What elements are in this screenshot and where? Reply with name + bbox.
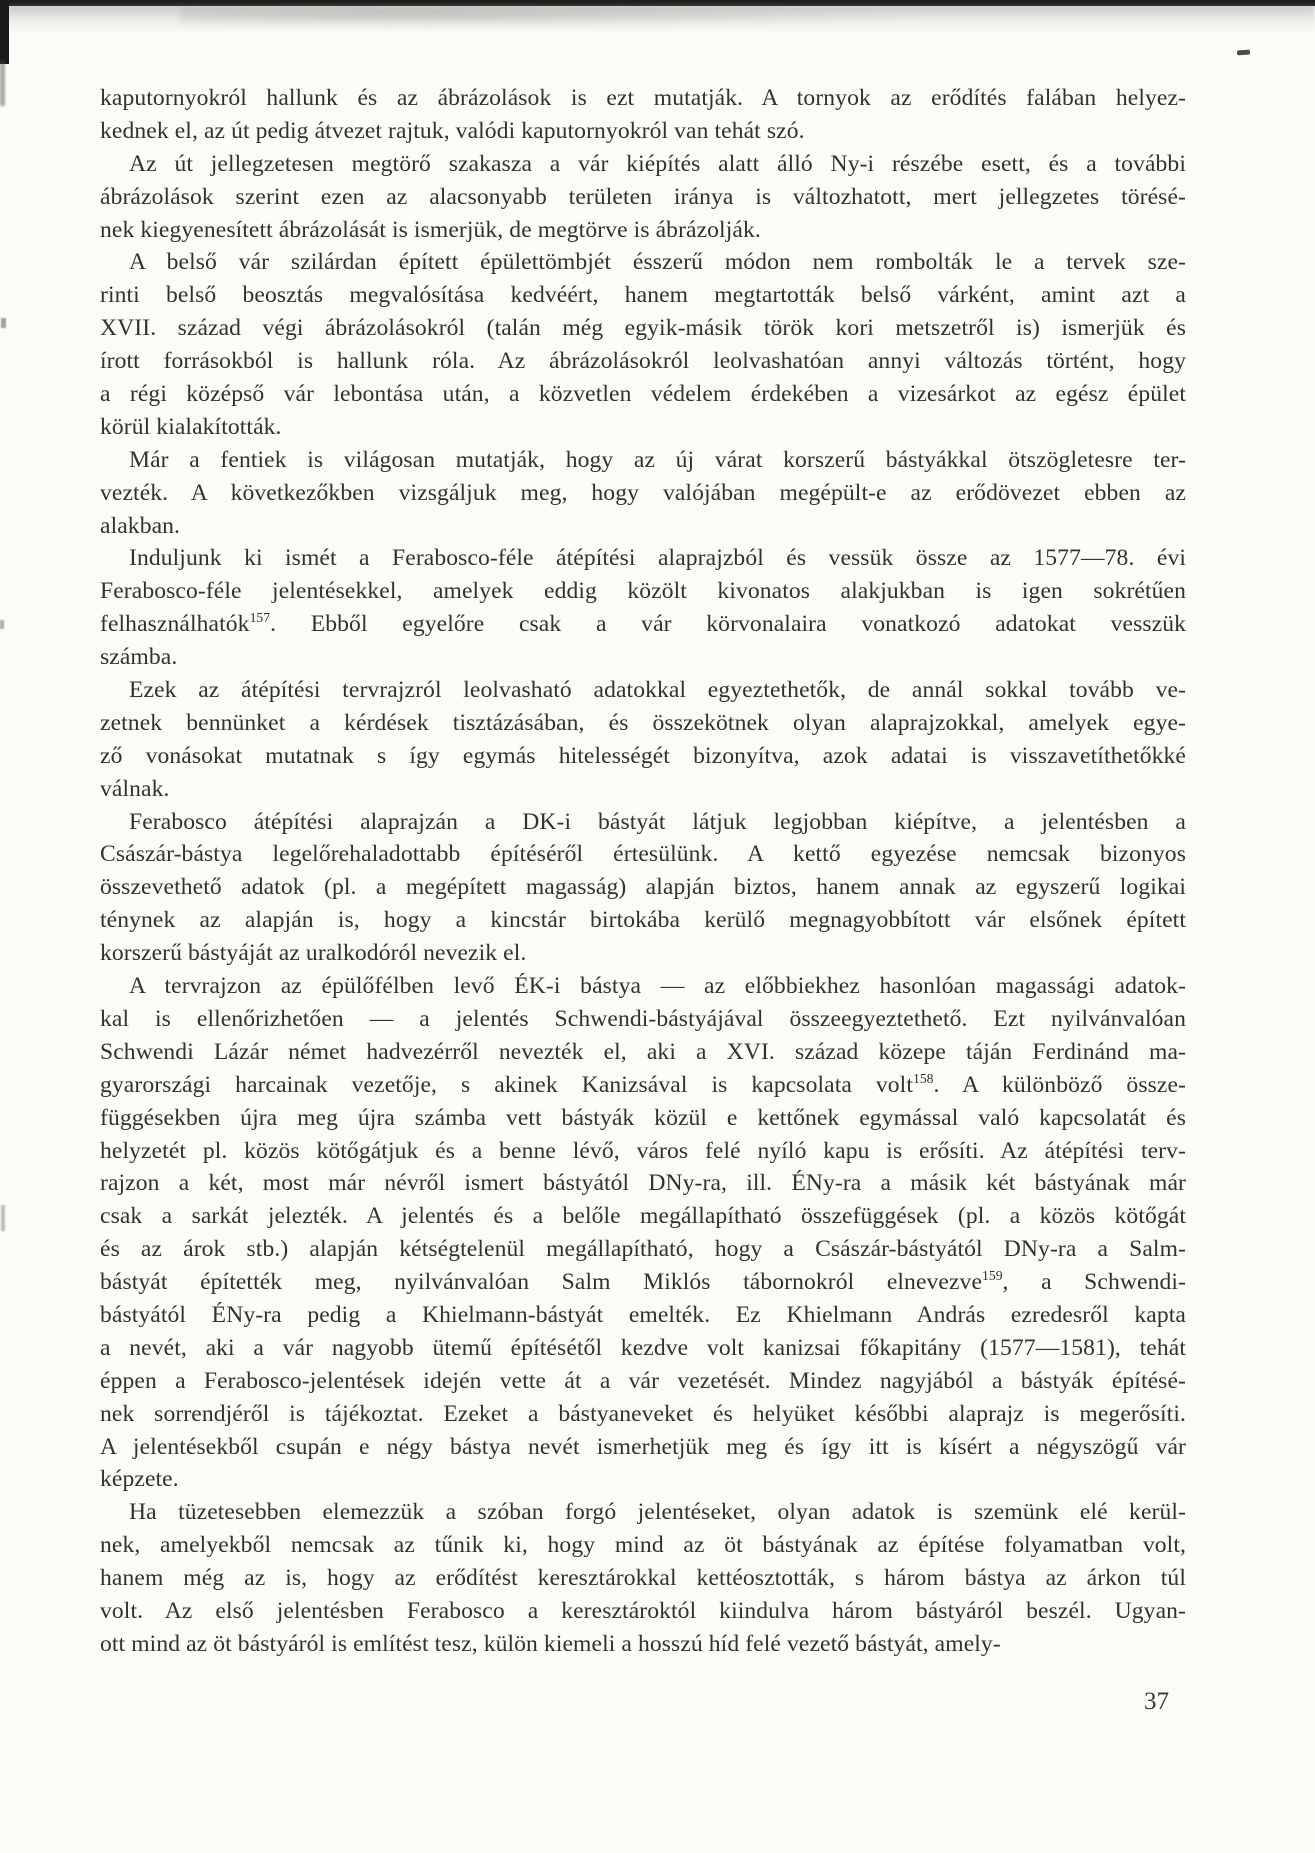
text-line: körül kialakították.	[100, 413, 282, 440]
text-line: függésekben újra meg újra számba vett bástyák közül e kettőnek egymással való kapcsolatát és	[100, 1104, 1186, 1131]
text-line: zetnek bennünket a kérdések tisztázásában, és összekötnek olyan alaprajzokkal, amelyek egye-	[100, 709, 1186, 736]
text-line: és az árok stb.) alapján kétségtelenül megállapítható, hogy a Császár-bástyától DNy-ra a Salm-	[100, 1236, 1186, 1263]
text-line: Ha tüzetesebben elemezzük a szóban forgó jelentéseket, olyan adatok is szemünk elé kerül-	[129, 1499, 1186, 1526]
text-line: válnak.	[100, 775, 170, 802]
text-line: Schwendi Lázár német hadvezérről nevezték el, aki a XVI. század közepe táján Ferdinánd ma-	[100, 1038, 1186, 1065]
text-line: ténynek az alapján is, hogy a kincstár birtokába kerülő megnagyobbított vár elsőnek épített	[100, 907, 1186, 934]
body-text	[100, 82, 1186, 1661]
page-number: 37	[1144, 1688, 1169, 1715]
scan-artifact	[1237, 50, 1250, 56]
text-line: ott mind az öt bástyáról is említést tesz, külön kiemeli a hosszú híd felé vezető bástyát, amely-	[100, 1630, 1001, 1657]
text-line: vezték. A következőkben vizsgáljuk meg, hogy valójában megépült-e az erődövezet ebben az	[100, 479, 1186, 506]
text-line: ábrázolások szerint ezen az alacsonyabb területen iránya is változhatott, mert jellegzetes törésé-	[100, 183, 1186, 210]
text-line: kal is ellenőrizhetően — a jelentés Schwendi-bástyájával összeegyeztethető. Ezt nyilvánvalóan	[100, 1005, 1186, 1032]
text-line: számba.	[100, 644, 178, 671]
text-line: Induljunk ki ismét a Ferabosco-féle átépítési alaprajzból és vessük össze az 1577—78. évi	[129, 545, 1186, 572]
text-line: rajzon a két, most már névről ismert bástyától DNy-ra, ill. ÉNy-ra a másik két bástyának már	[100, 1170, 1186, 1197]
text-line: csak a sarkát jelezték. A jelentés és a belőle megállapítható összefüggések (pl. a közös kötőgát	[100, 1203, 1186, 1230]
text-line: Ferabosco átépítési alaprajzán a DK-i bástyát látjuk legjobban kiépítve, a jelentésben a	[129, 808, 1186, 835]
text-line: Ezek az átépítési tervrajzról leolvasható adatokkal egyeztethetők, de annál sokkal tovább ve-	[129, 677, 1186, 704]
text-line: a nevét, aki a vár nagyobb ütemű építésétől kezdve volt kanizsai főkapitány (1577—1581), tehát	[100, 1334, 1186, 1361]
scan-edge-fade	[0, 60, 5, 106]
text-line: Az út jellegzetesen megtörő szakasza a vár kiépítés alatt álló Ny-i részébe esett, és a további	[129, 150, 1186, 177]
text-line: Ferabosco-féle jelentésekkel, amelyek eddig közölt kivonatos alakjukban is igen sokrétűen	[100, 578, 1186, 605]
text-line: nek kiegyenesített ábrázolását is ismerjük, de megtörve is ábrázolják.	[100, 216, 761, 243]
text-line: Császár-bástya legelőrehaladottabb építéséről értesülünk. A kettő egyezése nemcsak bizonyos	[100, 841, 1186, 868]
text-line: alakban.	[100, 512, 181, 539]
text-line: helyzetét pl. közös kötőgátjuk és a benne lévő, város felé nyíló kapu is erősíti. Az átépítési terv-	[100, 1137, 1186, 1164]
text-line: felhasználhatók$^{157}$. Ebből egyelőre csak a vár körvonalaira vonatkozó adatokat vesszük	[100, 610, 1186, 638]
text-line: XVII. század végi ábrázolásokról (talán még egyik-másik török kori metszetről is) ismerjük és	[100, 315, 1186, 342]
text-line: bástyától ÉNy-ra pedig a Khielmann-bástyát emelték. Ez Khielmann András ezredesről kapta	[100, 1301, 1186, 1328]
scan-edge-blotch	[180, 6, 940, 28]
text-line: képzete.	[100, 1466, 179, 1493]
text-line: éppen a Ferabosco-jelentések idején vette át a vár vezetését. Mindez nagyjából a bástyák építésé-	[100, 1367, 1186, 1394]
scan-artifact	[1, 318, 6, 328]
text-line: írott forrásokból is hallunk róla. Az ábrázolásokról leolvashatóan annyi változás történt, hogy	[100, 348, 1186, 375]
text-line: nek sorrendjéről is tájékoztat. Ezeket a bástyaneveket és helyüket későbbi alaprajz is megerősíti.	[100, 1400, 1186, 1427]
text-line: gyarországi harcainak vezetője, s akinek Kanizsával is kapcsolata volt$^{158}$. A különböző össze-	[100, 1070, 1186, 1098]
text-line: volt. Az első jelentésben Ferabosco a keresztároktól kiindulva három bástyáról beszél. Ugyan-	[100, 1597, 1186, 1624]
text-line: kaputornyokról hallunk és az ábrázolások is ezt mutatják. A tornyok az erődítés falában helyez-	[100, 85, 1186, 111]
text-line: rinti belső beosztás megvalósítása kedvéért, hanem megtartották belső várként, amint azt a	[100, 282, 1186, 309]
scan-artifact	[1, 1205, 5, 1231]
text-line: bástyát építették meg, nyilvánvalóan Salm Miklós tábornokról elnevezve$^{159}$, a Schwendi-	[100, 1268, 1186, 1296]
scan-artifact	[0, 620, 4, 629]
text-line: nek, amelyekből nemcsak az tűnik ki, hogy mind az öt bástyának az építése folyamatban volt,	[100, 1532, 1186, 1559]
text-line: A tervrajzon az épülőfélben levő ÉK-i bástya — az előbbiekhez hasonlóan magassági adatok-	[129, 973, 1186, 1000]
text-line: a régi középső vár lebontása után, a közvetlen védelem érdekében a vizesárkot az egész épület	[100, 381, 1186, 408]
text-line: Már a fentiek is világosan mutatják, hogy az új várat korszerű bástyákkal ötszögletesre ter-	[129, 446, 1186, 473]
text-line: hanem még az is, hogy az erődítést keresztárokkal kettéosztották, s három bástya az árkon túl	[100, 1565, 1186, 1592]
text-line: korszerű bástyáját az uralkodóról nevezik el.	[100, 940, 527, 967]
text-line: ző vonásokat mutatnak s így egymás hitelességét bizonyítva, azok adatai is visszavetíthetőkké	[100, 742, 1186, 769]
scan-edge-sliver	[0, 0, 9, 64]
text-line: A belső vár szilárdan épített épülettömbjét ésszerű módon nem rombolták le a tervek sze-	[129, 249, 1186, 276]
text-line: A jelentésekből csupán e négy bástya nevét ismerhetjük meg és így itt is kísért a négyszögű vár	[100, 1433, 1186, 1460]
text-line: kednek el, az út pedig átvezet rajtuk, valódi kaputornyokról van tehát szó.	[100, 117, 805, 144]
text-line: összevethető adatok (pl. a megépített magasság) alapján biztos, hanem annak az egyszerű logikai	[100, 874, 1186, 901]
